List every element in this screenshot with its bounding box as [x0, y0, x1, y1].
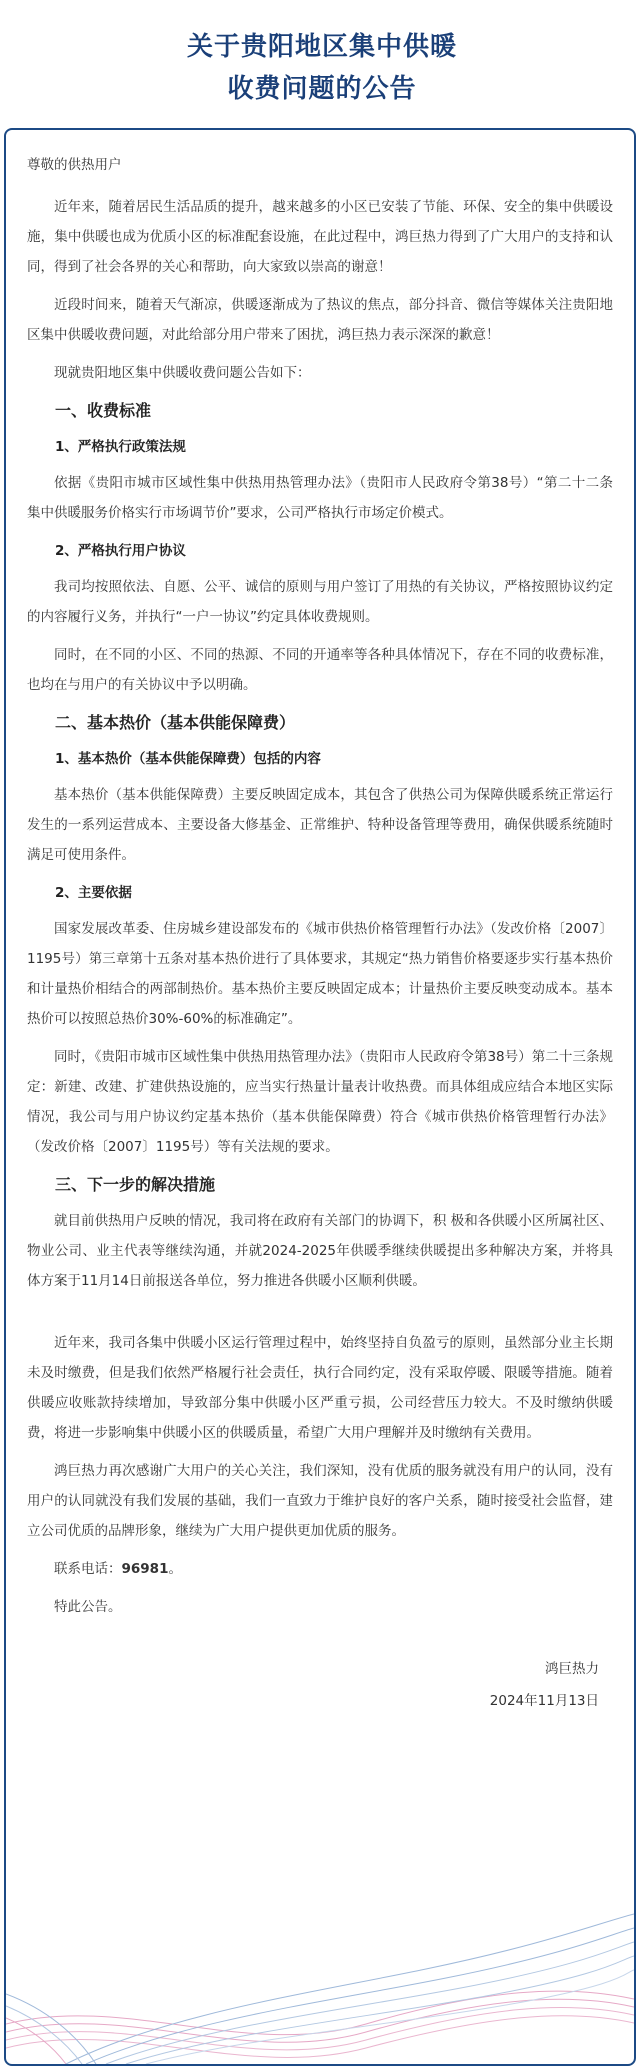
intro-paragraph-3: 现就贵阳地区集中供暖收费问题公告如下：: [54, 365, 311, 381]
intro-paragraph-2: 近段时间来，随着天气渐凉，供暖逐渐成为了热议的焦点，部分抖音、微信等媒体关注贵阳地区集中供暖收费问题，对此给部分用户带来了困扰，鸿巨热力表示深深的歉意！: [27, 297, 613, 343]
spacer: [27, 1304, 613, 1328]
section-1-sub-2-text-2: 同时，在不同的小区、不同的热源、不同的开通率等各种具体情况下，存在不同的收费标准，也均在与用户的有关协议中予以明确。: [27, 647, 613, 693]
wave-line: [126, 1956, 634, 2064]
closing-line: 特此公告。: [54, 1599, 122, 1615]
section-3-text-3: 鸿巨热力再次感谢广大用户的关心关注，我们深知，没有优质的服务就没有用户的认同，没有用户的认同就没有我们发展的基础，我们一直致力于维护良好的客户关系，随时接受社会监督，建立公司优质的品牌形象，继续为广大用户提供更加优质的服务。: [27, 1463, 613, 1539]
wave-line: [106, 1942, 634, 2064]
notice-body: [6, 130, 634, 1716]
section-2-sub-2-text-2: 同时，《贵阳市城市区域性集中供热用热管理办法》（贵阳市人民政府令第38号）第二十三条规定：新建、改建、扩建供热设施的，应当实行热量计量表计收热费。而具体组成应结合本地区实际情况，我公司与用户协议约定基本热价（基本供能保障费）符合《城市供热价格管理暂行办法》（发改价格〔2007〕1195号）等有关法规的要求。: [27, 1049, 613, 1155]
section-1-sub-2-heading: 2、严格执行用户协议: [55, 543, 186, 559]
section-1-sub-1-text: 依据《贵阳市城市区域性集中供热用热管理办法》（贵阳市人民政府令第38号）“第二十二条 集中供暖服务价格实行市场调节价”要求，公司严格执行市场定价模式。: [27, 475, 613, 521]
section-3-heading: 三、下一步的解决措施: [55, 1175, 216, 1194]
contact-label: 联系电话：: [54, 1561, 122, 1577]
wave-line: [6, 1999, 634, 2042]
salutation: 尊敬的供热用户: [27, 157, 122, 173]
wave-line: [6, 2016, 634, 2058]
intro-paragraph-1: 近年来，随着居民生活品质的提升，越来越多的小区已安装了节能、环保、安全的集中供暖设施，集中供暖也成为优质小区的标准配套设施，在此过程中，鸿巨热力得到了广大用户的支持和认同，得到了社会各界的关心和帮助，向大家致以崇高的谢意！: [27, 199, 613, 275]
section-2-sub-1-heading: 1、基本热价（基本供能保障费）包括的内容: [55, 751, 321, 767]
page-title-line-1: 关于贵阳地区集中供暖: [186, 32, 457, 62]
decorative-wave-lines: [6, 1874, 634, 2064]
section-3-text-2: 近年来，我司各集中供暖小区运行管理过程中，始终坚持自负盈亏的原则，虽然部分业主长期未及时缴费，但是我们依然严格履行社会责任，执行合同约定，没有采取停暖、限暖等措施。随着供暖应收账款持续增加，导致部分集中供暖小区严重亏损，公司经营压力较大。不及时缴纳供暖费，将进一步影响集中供暖小区的供暖质量，希望广大用户理解并及时缴纳有关费用。: [27, 1335, 613, 1441]
notice-card: [4, 128, 636, 2066]
signature-date: 2024年11月13日: [489, 1693, 599, 1709]
section-2-sub-2-heading: 2、主要依据: [55, 885, 132, 901]
section-2-sub-1-text: 基本热价（基本供能保障费）主要反映固定成本，其包含了供热公司为保障供暖系统正常运行发生的一系列运营成本、主要设备大修基金、正常维护、特种设备管理等费用，确保供暖系统随时满足可使用条件。: [27, 787, 613, 863]
wave-line: [6, 2007, 634, 2049]
notice-header: [0, 0, 644, 128]
page-title-line-2: 收费问题的公告: [227, 74, 417, 104]
section-1-sub-1-heading: 1、严格执行政策法规: [55, 439, 186, 455]
contact-line: [27, 1554, 613, 1584]
contact-suffix: 。: [168, 1561, 182, 1577]
section-2-heading: 二、基本热价（基本供能保障费）: [55, 713, 296, 732]
section-1-heading: 一、收费标准: [55, 401, 152, 420]
section-1-sub-2-text-1: 我司均按照依法、自愿、公平、诚信的原则与用户签订了用热的有关协议，严格按照协议约定的内容履行义务，并执行“一户一协议”约定具体收费规则。: [27, 579, 613, 625]
section-2-sub-2-text-1: 国家发展改革委、住房城乡建设部发布的《城市供热价格管理暂行办法》（发改价格〔2007〕1195号）第三章第十五条对基本热价进行了具体要求，其规定“热力销售价格要逐步实行基本热价和计量热价相结合的两部制热价。基本热价主要反映固定成本；计量热价主要反映变动成本。基本热价可以按照总热价30%-60%的标准确定”。: [27, 921, 613, 1027]
wave-line: [6, 2006, 82, 2064]
wave-line: [66, 1914, 634, 2064]
signature-company: 鸿巨热力: [545, 1661, 599, 1677]
section-3-text-1: 就目前供热用户反映的情况，我司将在政府有关部门的协调下，积 极和各供暖小区所属社区、物业公司、业主代表等继续沟通，并就2024-2025年供暖季继续供暖提出多种解决方案，并将具体方案于11月14日前报送各单位，努力推进各供暖小区顺利供暖。: [27, 1213, 613, 1289]
contact-phone-number: 96981: [121, 1561, 169, 1577]
